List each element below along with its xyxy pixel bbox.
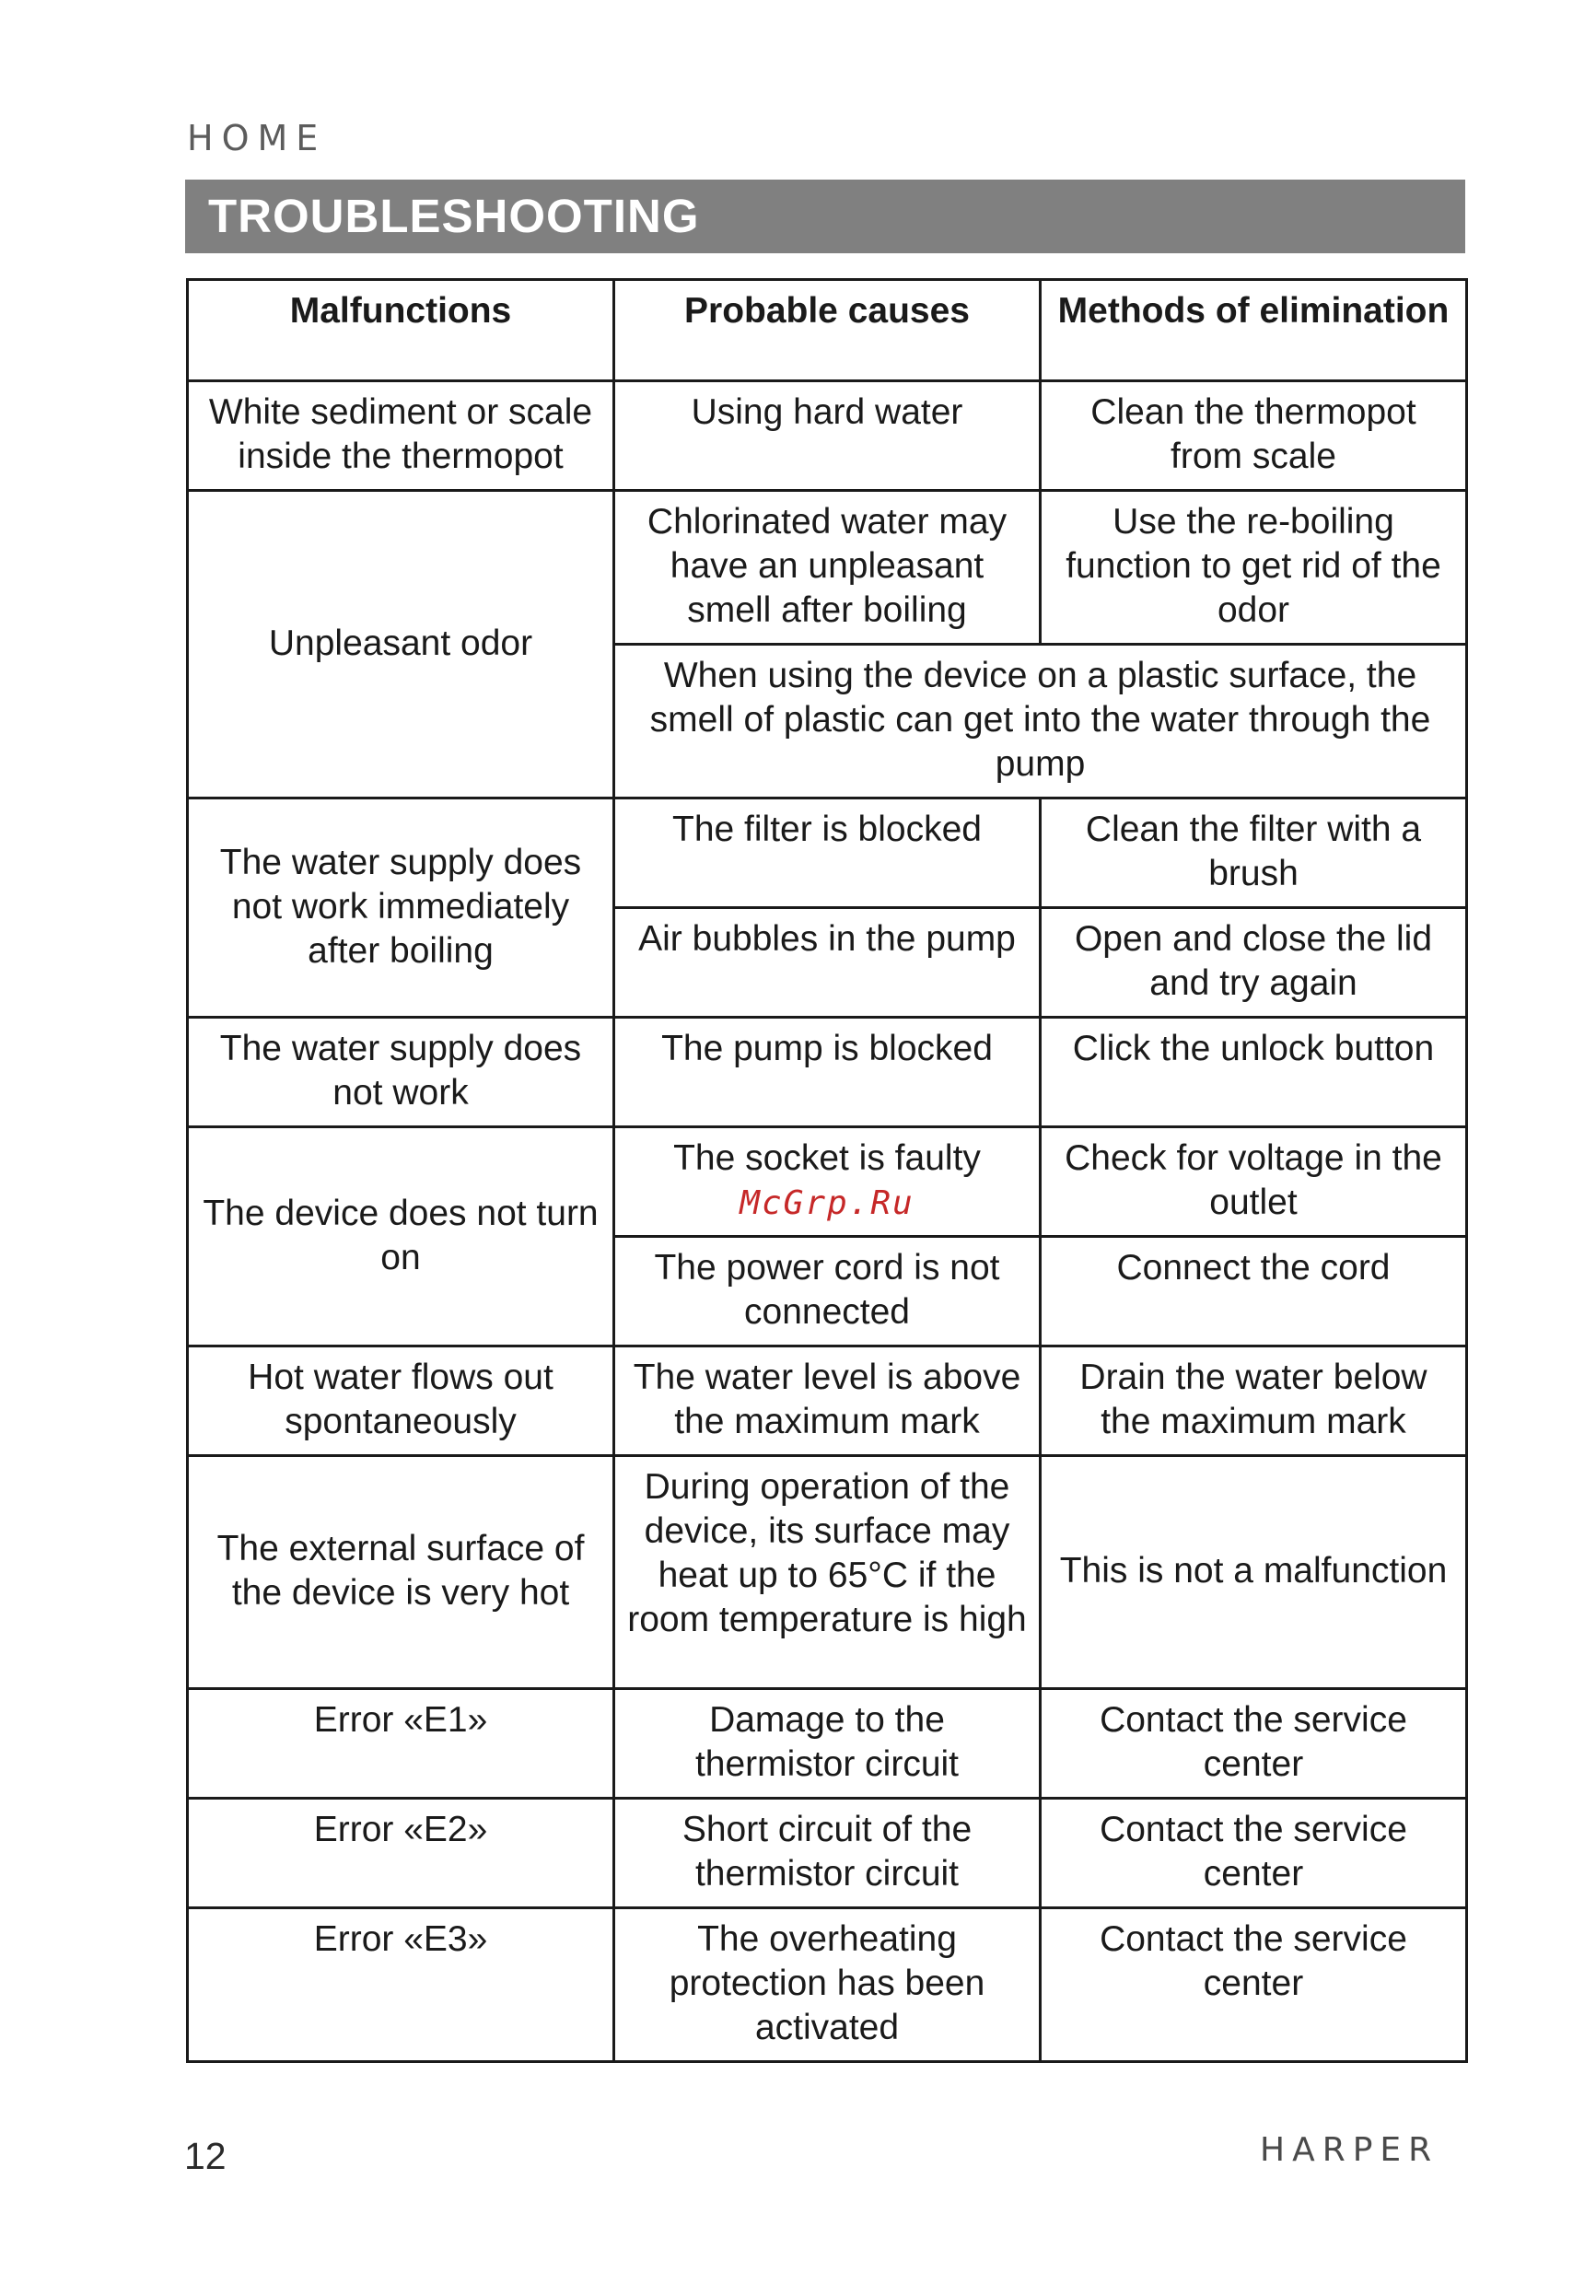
malfunction-cell: Error «E3» — [188, 1908, 614, 2062]
harper-brand-logo: HARPER — [1260, 2131, 1439, 2169]
cause-cell: The overheating protection has been activated — [614, 1908, 1041, 2062]
table-row — [188, 798, 1467, 908]
cause-cell-wide: When using the device on a plastic surface, the smell of plastic can get into the water through the pump — [614, 645, 1467, 798]
malfunction-cell: Error «E1» — [188, 1689, 614, 1799]
method-cell: Clean the thermopot from scale — [1041, 381, 1467, 491]
method-cell: Contact the service center — [1041, 1689, 1467, 1799]
table-row — [188, 1127, 1467, 1237]
table-row — [188, 1346, 1467, 1456]
method-cell: Use the re-boiling function to get rid of the odor — [1041, 491, 1467, 645]
watermark-text: McGrp.Ru — [740, 1184, 914, 1222]
table-row — [188, 381, 1467, 491]
column-header-malfunctions: Malfunctions — [188, 280, 614, 381]
method-cell: Contact the service center — [1041, 1799, 1467, 1908]
cause-text: The socket is faulty — [673, 1138, 981, 1178]
malfunction-cell: Error «E2» — [188, 1799, 614, 1908]
cause-cell: Air bubbles in the pump — [614, 908, 1041, 1018]
malfunction-cell: White sediment or scale inside the thermopot — [188, 381, 614, 491]
table-row — [188, 491, 1467, 645]
cause-cell: Short circuit of the thermistor circuit — [614, 1799, 1041, 1908]
table-row — [188, 1456, 1467, 1689]
home-brand-logo: HOME — [187, 118, 327, 158]
cause-cell: Chlorinated water may have an unpleasant smell after boiling — [614, 491, 1041, 645]
table-row — [188, 1908, 1467, 2062]
column-header-probable-causes: Probable causes — [614, 280, 1041, 381]
table-row — [188, 1018, 1467, 1127]
method-cell: Connect the cord — [1041, 1237, 1467, 1346]
page-number: 12 — [184, 2135, 227, 2177]
malfunction-cell: The water supply does not work immediately after boiling — [188, 798, 614, 1018]
malfunction-cell: The external surface of the device is very hot — [188, 1456, 614, 1689]
malfunction-cell: Hot water flows out spontaneously — [188, 1346, 614, 1456]
method-cell: Clean the filter with a brush — [1041, 798, 1467, 908]
cause-cell: During operation of the device, its surface may heat up to 65°C if the room temperature is high — [614, 1456, 1041, 1689]
method-cell: This is not a malfunction — [1041, 1456, 1467, 1689]
cause-cell: Using hard water — [614, 381, 1041, 491]
table-row — [188, 1799, 1467, 1908]
method-cell: Check for voltage in the outlet — [1041, 1127, 1467, 1237]
method-cell: Click the unlock button — [1041, 1018, 1467, 1127]
column-header-methods: Methods of elimination — [1041, 280, 1467, 381]
cause-cell: The water level is above the maximum mark — [614, 1346, 1041, 1456]
cause-cell: The pump is blocked — [614, 1018, 1041, 1127]
table-header-row — [188, 280, 1467, 381]
method-cell: Drain the water below the maximum mark — [1041, 1346, 1467, 1456]
cause-cell: The power cord is not connected — [614, 1237, 1041, 1346]
method-cell: Open and close the lid and try again — [1041, 908, 1467, 1018]
section-title: TROUBLESHOOTING — [208, 190, 700, 242]
troubleshooting-table — [186, 278, 1468, 2063]
cause-cell: Damage to the thermistor circuit — [614, 1689, 1041, 1799]
malfunction-cell: The water supply does not work — [188, 1018, 614, 1127]
cause-cell — [614, 1127, 1041, 1237]
malfunction-cell: The device does not turn on — [188, 1127, 614, 1346]
section-banner — [185, 180, 1465, 253]
table-row — [188, 1689, 1467, 1799]
malfunction-cell: Unpleasant odor — [188, 491, 614, 798]
method-cell: Contact the service center — [1041, 1908, 1467, 2062]
cause-cell: The filter is blocked — [614, 798, 1041, 908]
